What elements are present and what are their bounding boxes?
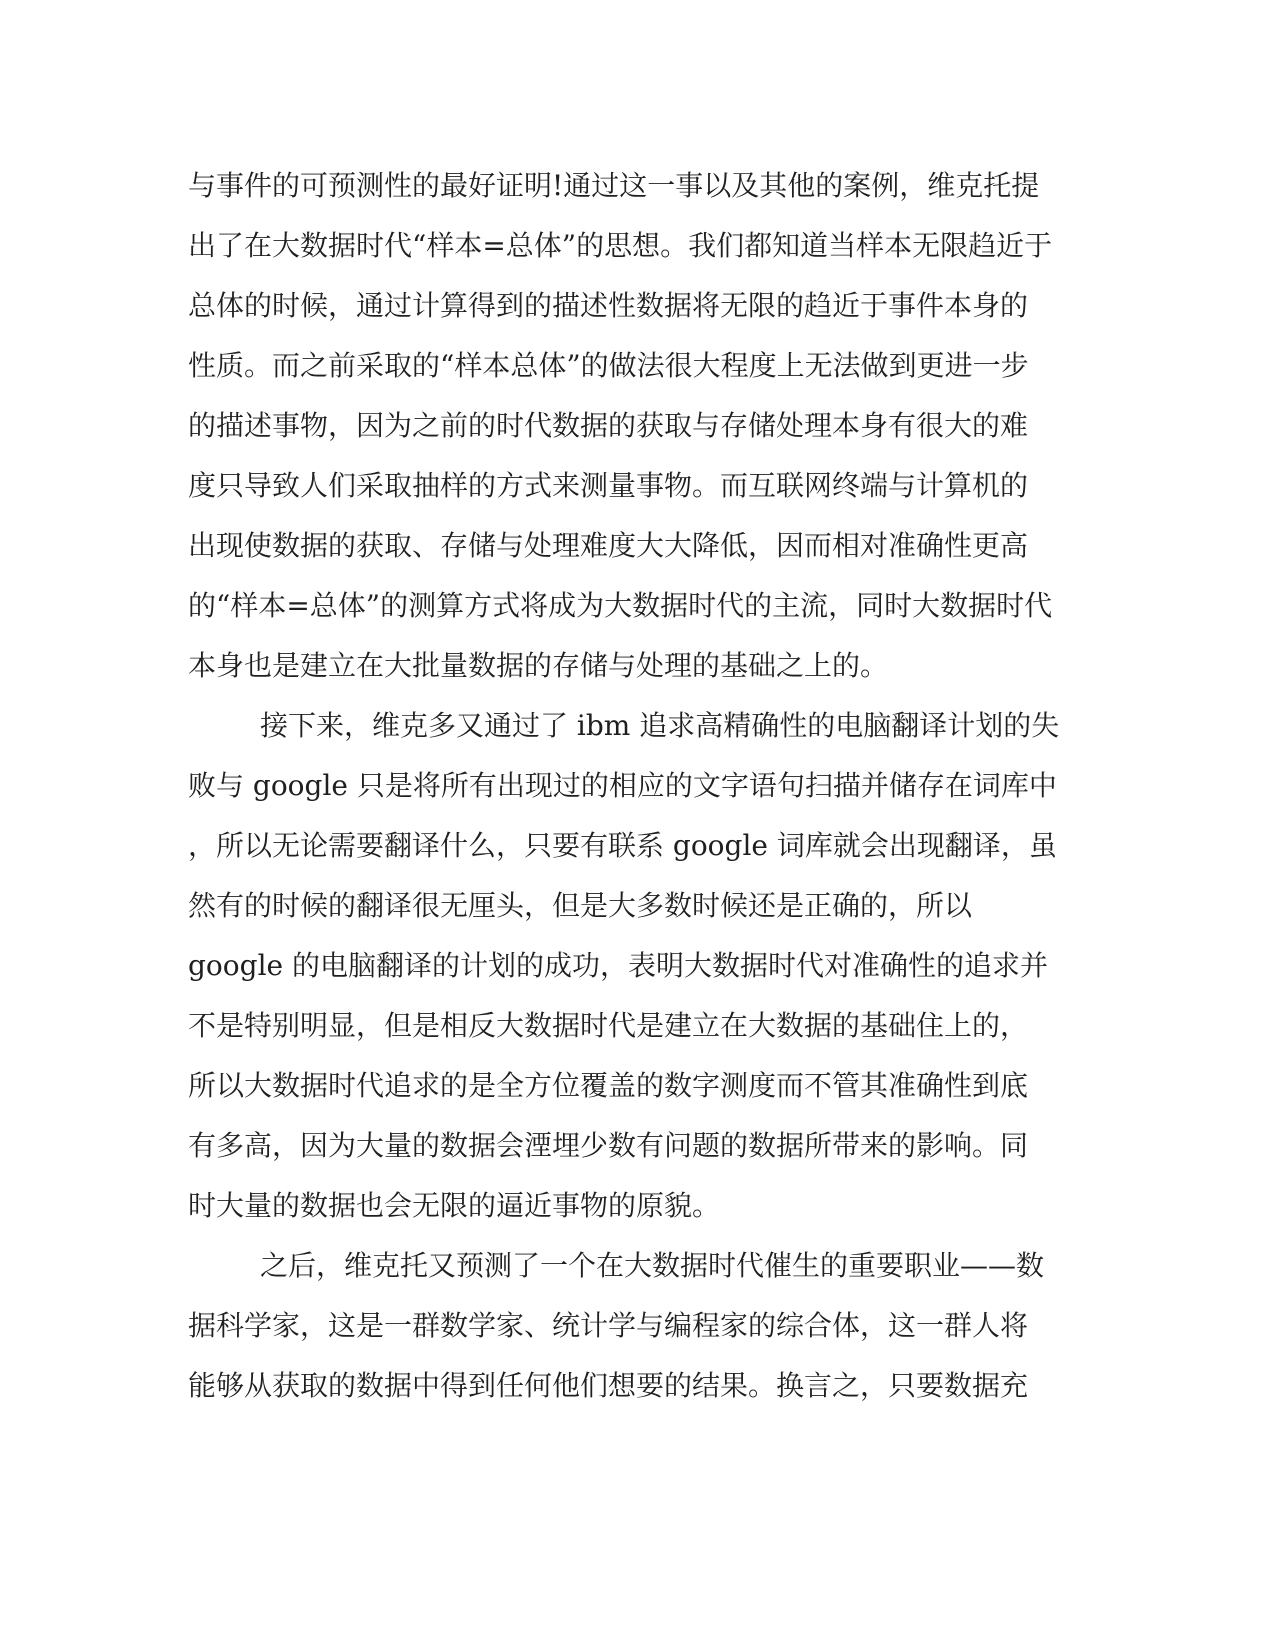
text-line: ，所以无论需要翻译什么，只要有联系 google 词库就会出现翻译，虽 (188, 829, 1057, 862)
text-line: 能够从获取的数据中得到任何他们想要的结果。换言之，只要数据充 (188, 1369, 1029, 1402)
text-line: 败与 google 只是将所有出现过的相应的文字语句扫描并储存在词库中 (188, 769, 1057, 802)
text-line: 时大量的数据也会无限的逼近事物的原貌。 (188, 1189, 721, 1222)
text-line: 总体的时候，通过计算得到的描述性数据将无限的趋近于事件本身的 (188, 289, 1029, 322)
paragraph-start-line: 之后，维克托又预测了一个在大数据时代催生的重要职业——数 (260, 1249, 1045, 1282)
text-line: google 的电脑翻译的计划的成功，表明大数据时代对准确性的追求并 (188, 949, 1048, 982)
body-text (188, 156, 1088, 1416)
text-line: 据科学家，这是一群数学家、统计学与编程家的综合体，这一群人将 (188, 1309, 1029, 1342)
text-line: 出现使数据的获取、存储与处理难度大大降低，因而相对准确性更高 (188, 529, 1029, 562)
text-line: 不是特别明显，但是相反大数据时代是建立在大数据的基础住上的， (188, 1009, 1029, 1042)
text-line: 然有的时候的翻译很无厘头，但是大多数时候还是正确的，所以 (188, 889, 973, 922)
text-line: 本身也是建立在大批量数据的存储与处理的基础之上的。 (188, 649, 889, 682)
text-line: 与事件的可预测性的最好证明!通过这一事以及其他的案例，维克托提 (188, 169, 1040, 202)
text-line: 有多高，因为大量的数据会湮埋少数有问题的数据所带来的影响。同 (188, 1129, 1029, 1162)
text-line: 度只导致人们采取抽样的方式来测量事物。而互联网终端与计算机的 (188, 469, 1029, 502)
text-line: 所以大数据时代追求的是全方位覆盖的数字测度而不管其准确性到底 (188, 1069, 1029, 1102)
text-line: 性质。而之前采取的“样本总体”的做法很大程度上无法做到更进一步 (188, 349, 1029, 382)
text-line: 出了在大数据时代“样本=总体”的思想。我们都知道当样本无限趋近于 (188, 229, 1053, 262)
text-line: 的描述事物，因为之前的时代数据的获取与存储处理本身有很大的难 (188, 409, 1029, 442)
text-line: 的“样本=总体”的测算方式将成为大数据时代的主流，同时大数据时代 (188, 589, 1053, 622)
paragraph-start-line: 接下来，维克多又通过了 ibm 追求高精确性的电脑翻译计划的失 (260, 709, 1060, 742)
